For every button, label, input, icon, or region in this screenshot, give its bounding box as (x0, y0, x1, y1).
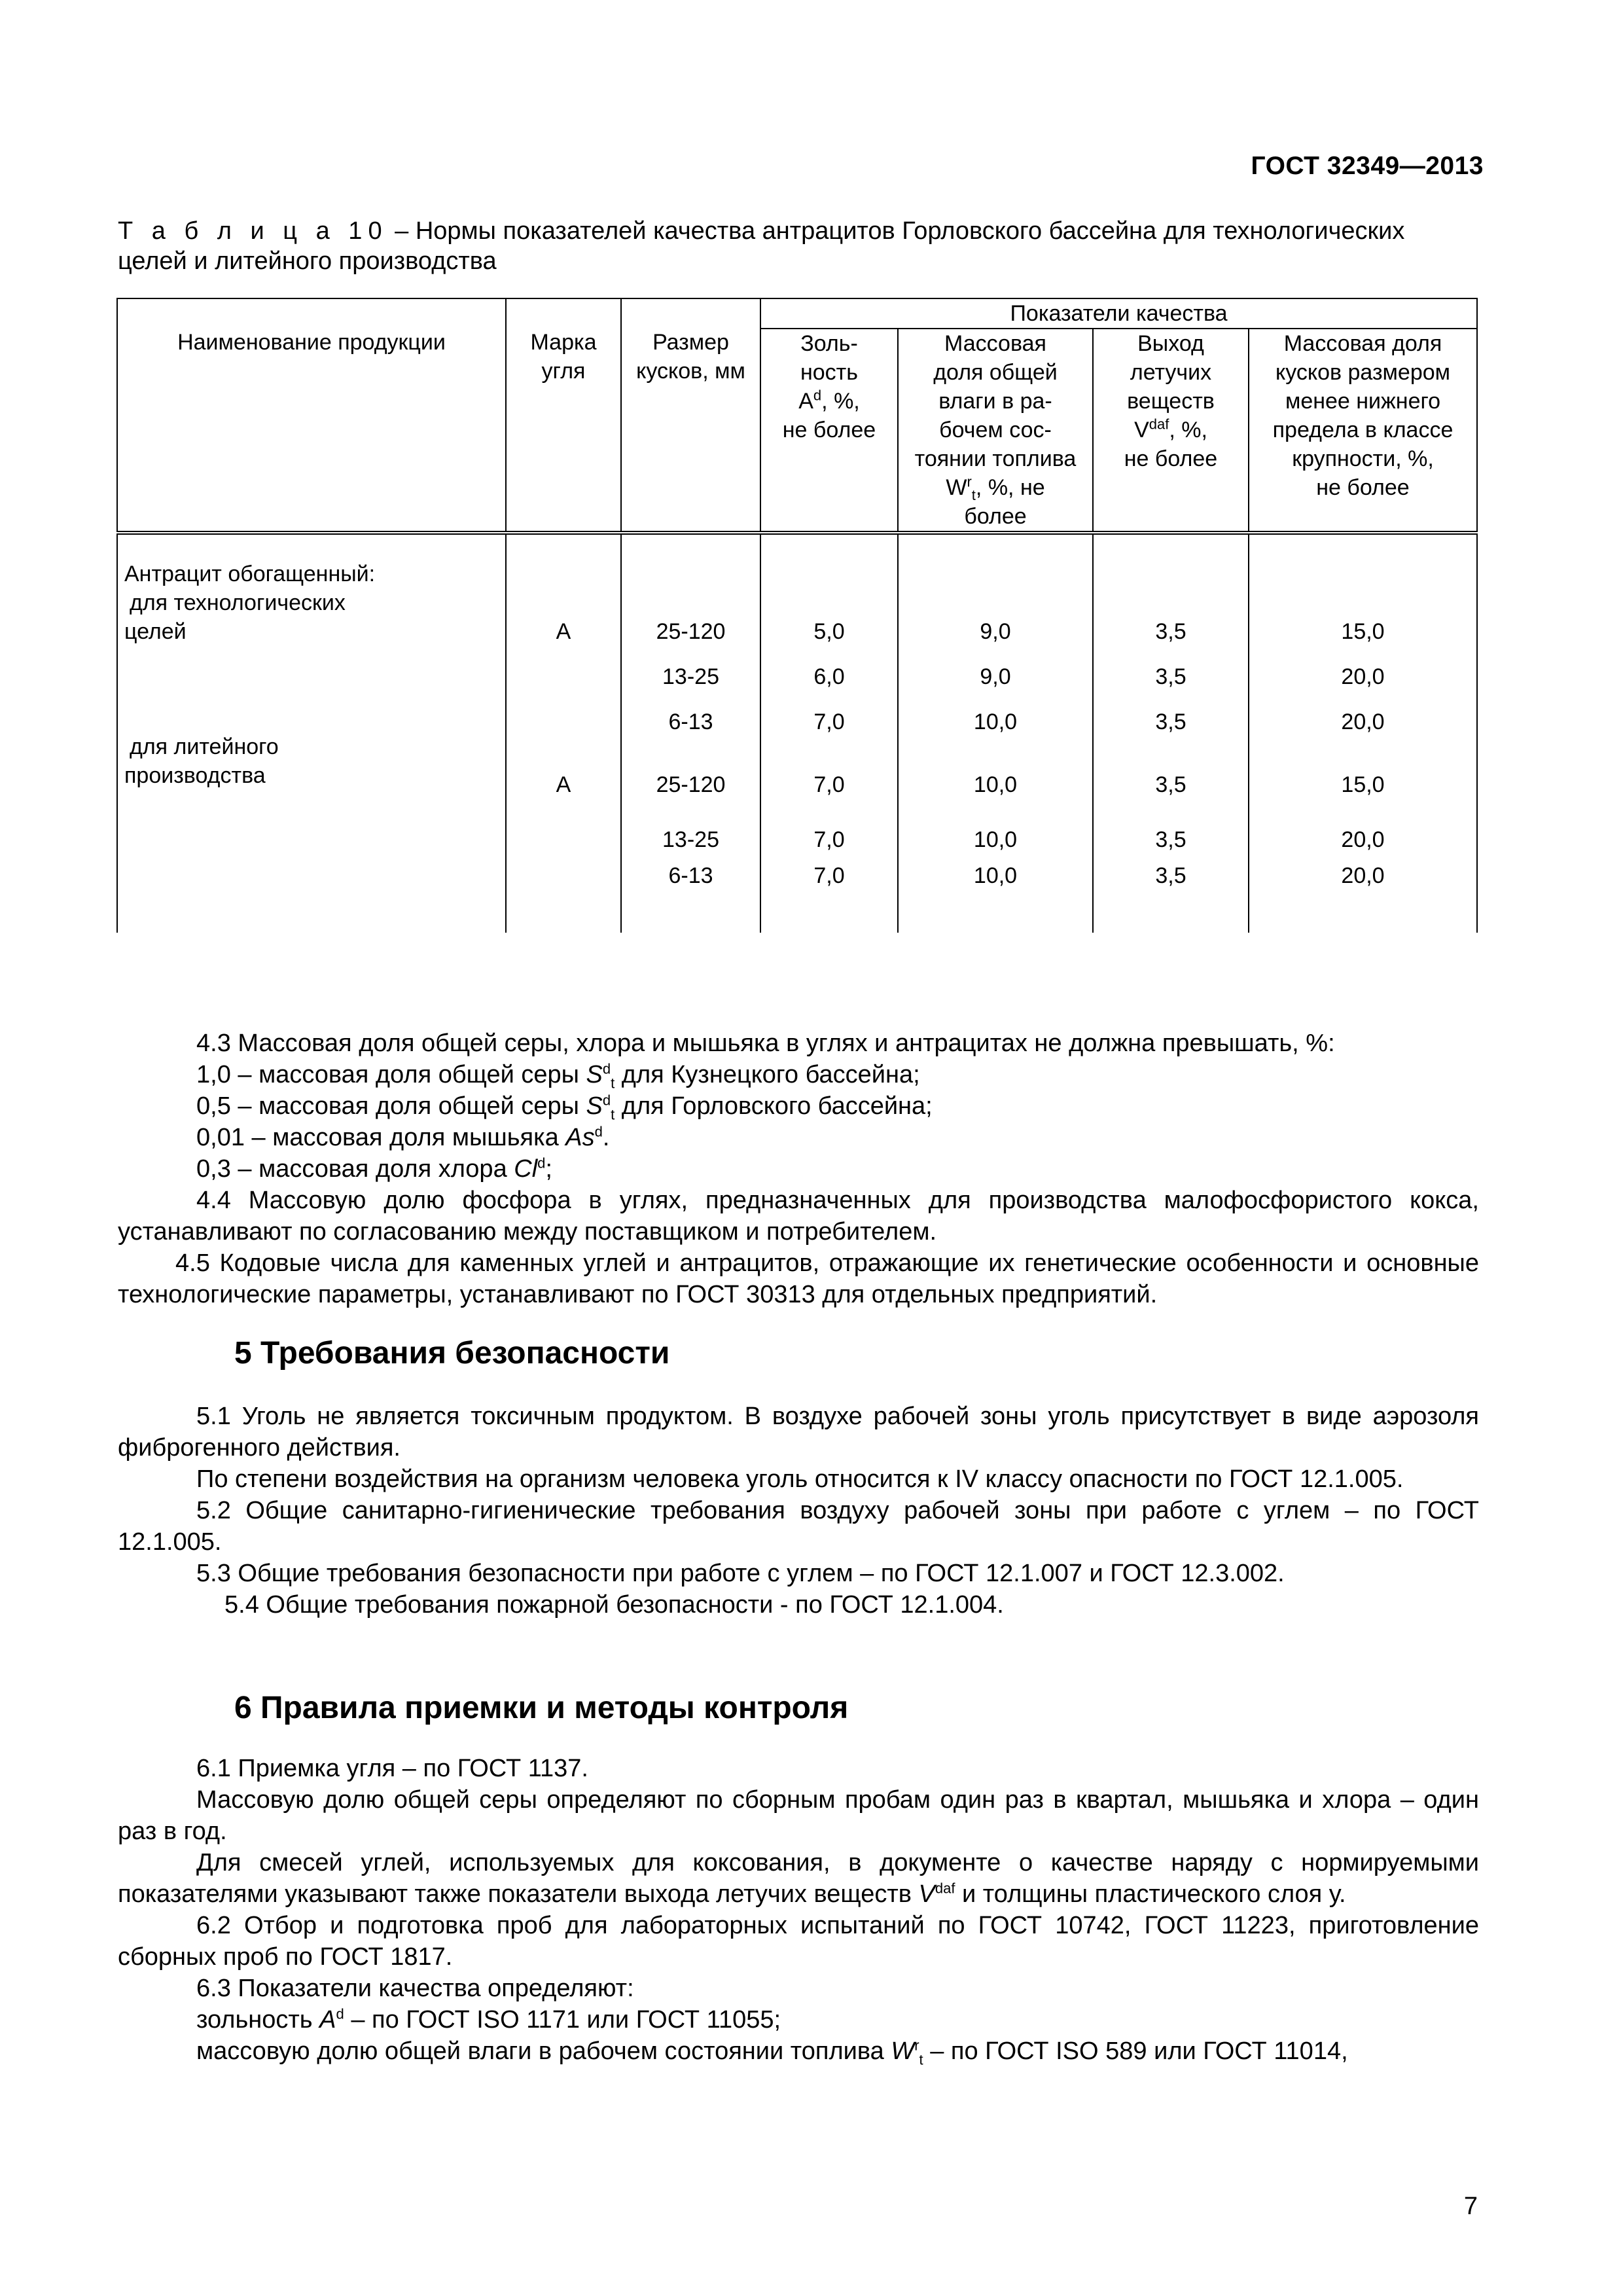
grade-cell (506, 533, 621, 933)
fraction-value: 15,0 (1341, 772, 1385, 797)
fraction-value: 20,0 (1341, 863, 1385, 888)
size-value: 13-25 (662, 827, 719, 852)
para-6-1-coking-blends: Для смесей углей, используемых для коксования, в документе о качестве наряду с нормируемыми показателями указывают также показатели выхода летучих веществ $V^{daf}$ и толщины пластического слоя у. (118, 1849, 1479, 1908)
ash-value: 6,0 (813, 664, 845, 689)
table-caption-prefix: Т а б л и ц а 10 (118, 217, 388, 245)
size-value: 6-13 (668, 863, 713, 888)
page-number: 7 (1463, 2193, 1478, 2220)
size-value: 13-25 (662, 664, 719, 689)
fraction-value: 20,0 (1341, 664, 1385, 689)
para-5-1-hazard-class: По степени воздействия на организм человека уголь относится к IV классу опасности по ГОСТ 12.1.005. (196, 1465, 1404, 1493)
size-cell (621, 533, 760, 933)
header-moisture: Массовая доля общей влаги в ра- бочем сос- тоянии топлива $W^r_t$, %, не более (898, 329, 1093, 533)
para-5-3: 5.3 Общие требования безопасности при работе с углем – по ГОСТ 12.1.007 и ГОСТ 12.3.002. (196, 1560, 1285, 1587)
section-5-title: 5 Требования безопасности (234, 1336, 670, 1371)
section-4-text (118, 1028, 1479, 1310)
section-6 (118, 1693, 1479, 2067)
para-4-3: 4.3 Массовая доля общей серы, хлора и мышьяка в углях и антрацитах не должна превышать, %: (196, 1030, 1335, 1057)
section-6-title: 6 Правила приемки и методы контроля (234, 1691, 849, 1725)
size-value: 25-120 (656, 772, 726, 797)
fraction-value: 15,0 (1341, 619, 1385, 644)
header-size: Размер кусков, мм (621, 298, 760, 533)
document-number: ГОСТ 32349—2013 (1251, 152, 1484, 180)
ash-value: 7,0 (813, 772, 845, 797)
para-6-3-ash: зольность $A^d$ – по ГОСТ ISO 1171 или ГОСТ 11055; (196, 2005, 781, 2034)
ash-value: 7,0 (813, 709, 845, 734)
para-6-3: 6.3 Показатели качества определяют: (196, 1975, 634, 2002)
table-caption-text: – Нормы показателей качества антрацитов Горловского бассейна для технологических целей и литейного производства (118, 217, 1405, 275)
product-line: Антрацит обогащенный: (124, 562, 376, 586)
ash-value: 7,0 (813, 863, 845, 888)
header-ash: Золь- ность $A^d$, %, не более (760, 329, 898, 533)
para-4-4: 4.4 Массовую долю фосфора в углях, предназначенных для производства малофосфористого кокса, устанавливают по согласованию между поставщиком и потребителем. (118, 1187, 1479, 1246)
para-4-3-sulfur-gorlovka: 0,5 – массовая доля общей серы $S^d_t$ для Горловского бассейна; (196, 1092, 933, 1123)
para-4-3-sulfur-kuznetsk: 1,0 – массовая доля общей серы $S^d_t$ для Кузнецкого бассейна; (196, 1060, 920, 1092)
product-line: производства (124, 763, 266, 788)
product-line: для технологических (130, 590, 346, 615)
volatile-value: 3,5 (1155, 772, 1186, 797)
fraction-value: 20,0 (1341, 709, 1385, 734)
para-6-3-moisture: массовую долю общей влаги в рабочем состоянии топлива $W^r_t$ – по ГОСТ ISO 589 или ГОСТ 11014, (196, 2037, 1348, 2068)
moisture-value: 9,0 (980, 619, 1011, 644)
moisture-value: 10,0 (973, 863, 1018, 888)
quality-table (116, 298, 1478, 933)
para-6-1: 6.1 Приемка угля – по ГОСТ 1137. (196, 1755, 588, 1782)
moisture-value: 10,0 (973, 709, 1018, 734)
header-fraction: Массовая доля кусков размером менее нижнего предела в классе крупности, %, не более (1249, 329, 1477, 533)
grade-value: А (556, 619, 571, 644)
fraction-cell (1249, 533, 1477, 933)
header-quality-group: Показатели качества (760, 298, 1477, 329)
header-grade: Марка угля (506, 298, 621, 533)
volatile-value: 3,5 (1155, 619, 1186, 644)
fraction-value: 20,0 (1341, 827, 1385, 852)
product-line: целей (124, 619, 187, 644)
para-5-2: 5.2 Общие санитарно-гигиенические требования воздуху рабочей зоны при работе с углем – по ГОСТ 12.1.005. (118, 1497, 1479, 1556)
moisture-value: 9,0 (980, 664, 1011, 689)
ash-cell (760, 533, 898, 933)
volatile-cell (1093, 533, 1249, 933)
moisture-value: 10,0 (973, 827, 1018, 852)
para-4-3-chlorine: 0,3 – массовая доля хлора Cl$^d$; (196, 1155, 552, 1183)
product-cell (117, 533, 506, 933)
para-4-3-arsenic: 0,01 – массовая доля мышьяка As$^d$. (196, 1123, 610, 1151)
volatile-value: 3,5 (1155, 863, 1186, 888)
grade-value: А (556, 772, 571, 797)
volatile-value: 3,5 (1155, 827, 1186, 852)
table-caption (118, 216, 1479, 276)
header-volatile: Выход летучих веществ $V^{daf}$, %, не более (1093, 329, 1249, 533)
para-6-1-sampling: Массовую долю общей серы определяют по сборным пробам один раз в квартал, мышьяка и хлора – один раз в год. (118, 1786, 1479, 1845)
header-product: Наименование продукции (117, 298, 506, 533)
ash-value: 7,0 (813, 827, 845, 852)
size-value: 25-120 (656, 619, 726, 644)
ash-value: 5,0 (813, 619, 845, 644)
para-6-2: 6.2 Отбор и подготовка проб для лабораторных испытаний по ГОСТ 10742, ГОСТ 11223, приготовление сборных проб по ГОСТ 1817. (118, 1912, 1479, 1971)
volatile-value: 3,5 (1155, 709, 1186, 734)
para-4-5: 4.5 Кодовые числа для каменных углей и антрацитов, отражающие их генетические особенности и основные технологические параметры, устанавливают по ГОСТ 30313 для отдельных предприятий. (118, 1249, 1479, 1308)
moisture-cell (898, 533, 1093, 933)
volatile-value: 3,5 (1155, 664, 1186, 689)
section-5 (118, 1338, 1479, 1621)
moisture-value: 10,0 (973, 772, 1018, 797)
size-value: 6-13 (668, 709, 713, 734)
para-5-1: 5.1 Уголь не является токсичным продуктом. В воздухе рабочей зоны уголь присутствует в виде аэрозоля фиброгенного действия. (118, 1403, 1479, 1462)
product-line: для литейного (130, 734, 279, 759)
para-5-4: 5.4 Общие требования пожарной безопасности - по ГОСТ 12.1.004. (224, 1591, 1004, 1619)
